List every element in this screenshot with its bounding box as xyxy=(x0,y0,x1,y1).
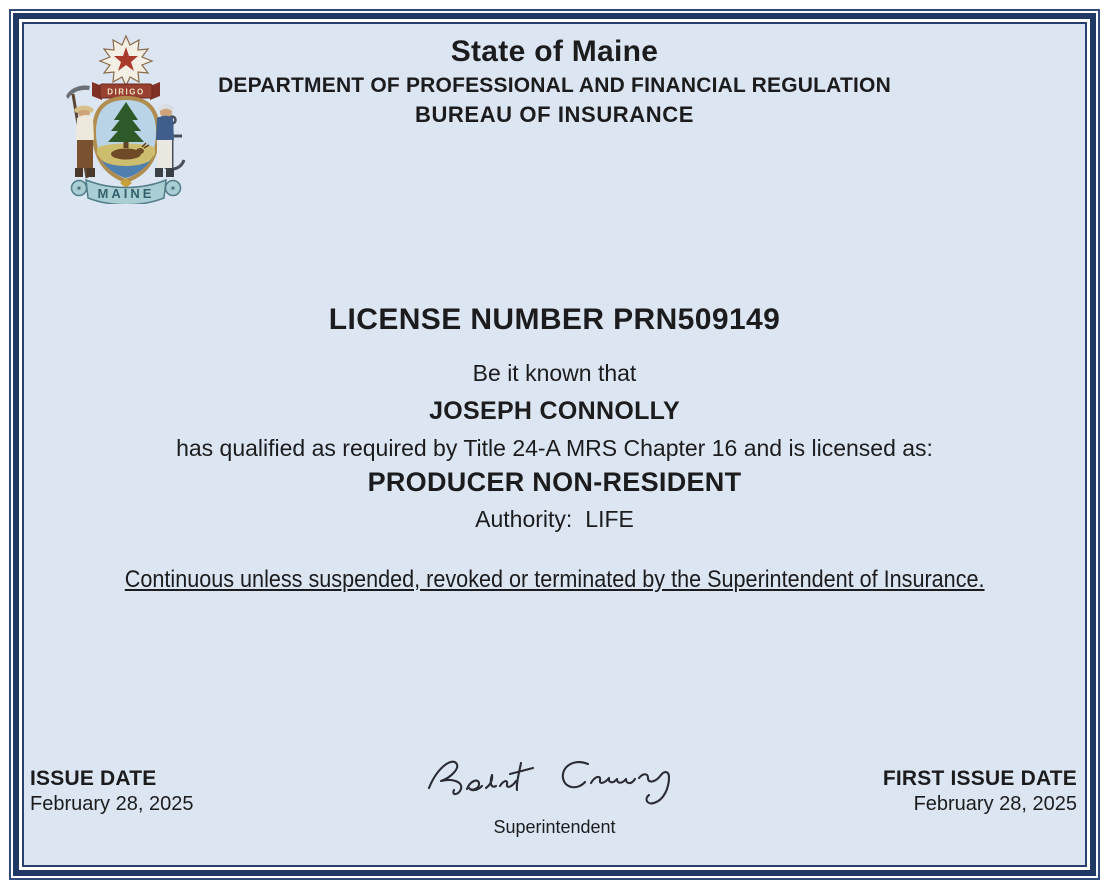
licensee-name: JOSEPH CONNOLLY xyxy=(429,396,680,425)
department-title: DEPARTMENT OF PROFESSIONAL AND FINANCIAL REGULATION xyxy=(218,73,891,97)
issue-date-value: February 28, 2025 xyxy=(30,792,194,815)
authority-label: Authority: xyxy=(475,506,573,533)
certificate-body xyxy=(22,22,1087,867)
superintendent-signature xyxy=(415,748,695,814)
maine-seal-graphic xyxy=(56,32,196,204)
maine-banner-text: MAINE xyxy=(97,186,155,201)
maine-state-seal xyxy=(56,32,196,204)
signature-block xyxy=(395,748,715,838)
banner-ornament-left: ✶ xyxy=(75,184,83,193)
state-title: State of Maine xyxy=(450,35,659,68)
first-issue-date-block xyxy=(883,766,1077,816)
issue-date-label: ISSUE DATE xyxy=(30,767,157,790)
qualification-line: has qualified as required by Title 24-A MRS Chapter 16 and is licensed as: xyxy=(176,434,933,461)
authority-line xyxy=(24,506,1085,532)
maine-banner xyxy=(72,178,181,204)
dirigo-motto-text: DIRIGO xyxy=(107,87,145,97)
farmer-figure xyxy=(66,85,95,178)
license-type: PRODUCER NON-RESIDENT xyxy=(367,467,742,498)
continuous-clause: Continuous unless suspended, revoked or terminated by the Superintendent of Insurance. xyxy=(124,565,985,593)
signature-title: Superintendent xyxy=(493,817,616,837)
continuous-clause-wrap xyxy=(24,566,1085,594)
certificate-main-text xyxy=(24,303,1085,593)
outer-hairline-border xyxy=(9,9,1100,880)
first-issue-date-label: FIRST ISSUE DATE xyxy=(882,767,1077,790)
issue-date-block xyxy=(30,766,193,816)
license-number: LICENSE NUMBER PRN509149 xyxy=(328,303,781,336)
authority-value: LIFE xyxy=(585,506,634,533)
sailor-figure xyxy=(155,104,184,177)
first-issue-date-value: February 28, 2025 xyxy=(913,792,1077,815)
banner-ornament-right: ✶ xyxy=(169,184,177,193)
thick-navy-border xyxy=(13,13,1096,876)
be-it-known-line: Be it known that xyxy=(472,359,637,386)
north-star-icon xyxy=(100,36,152,86)
shield xyxy=(94,98,158,181)
bureau-title: BUREAU OF INSURANCE xyxy=(414,102,695,128)
